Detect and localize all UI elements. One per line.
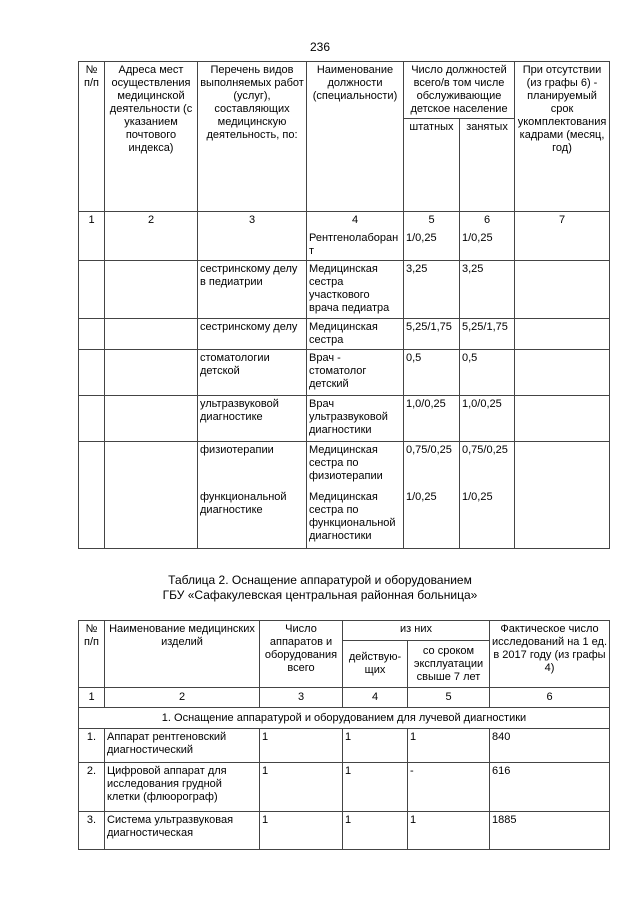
colnum: 4 (307, 212, 404, 230)
header-num: № п/п (79, 62, 105, 212)
header-planned: При отсутствии (из графы 6) - планируемый срок укомплектования кадрами (месяц, год) (515, 62, 610, 212)
occupied-cell: 1/0,25 (460, 230, 515, 261)
table-row (79, 396, 610, 442)
staff-cell: 0,75/0,25 (404, 442, 460, 489)
active-cell: 1 (343, 763, 408, 812)
table-row (79, 729, 610, 763)
item-name: Аппарат рентгеновский диагностический (105, 729, 260, 763)
colnum: 6 (460, 212, 515, 230)
table-row (79, 261, 610, 319)
header-occupied: занятых (460, 119, 515, 212)
colnum: 1 (79, 212, 105, 230)
header-total: Число аппаратов и оборудования всего (260, 621, 343, 688)
position-cell: Рентгенолаборант (307, 230, 404, 261)
occupied-cell: 5,25/1,75 (460, 319, 515, 350)
total-cell: 1 (260, 763, 343, 812)
colnum: 5 (408, 688, 490, 708)
active-cell: 1 (343, 812, 408, 850)
staff-cell: 1/0,25 (404, 230, 460, 261)
position-cell: Врач ультразвуковой диагностики (307, 396, 404, 442)
work-cell: физиотерапии (198, 442, 307, 489)
item-name: Цифровой аппарат для исследования грудной клетки (флюорограф) (105, 763, 260, 812)
position-cell: Медицинская сестра по функциональной диагностики (307, 489, 404, 549)
staffing-table (78, 61, 610, 549)
caption-line-2: ГБУ «Сафакулевская центральная районная больница» (162, 588, 478, 602)
row-num: 2. (79, 763, 105, 812)
old-cell: 1 (408, 729, 490, 763)
header-active: действую-щих (343, 641, 408, 688)
table-caption (0, 573, 640, 603)
header-name: Наименование медицинских изделий (105, 621, 260, 688)
work-cell: функциональной диагностике (198, 489, 307, 549)
column-numbers-row (79, 688, 610, 708)
header-address: Адреса мест осуществления медицинской деятельности (с указанием почтового индекса) (105, 62, 198, 212)
actual-cell: 1885 (490, 812, 610, 850)
staff-cell: 1,0/0,25 (404, 396, 460, 442)
table-row (79, 763, 610, 812)
column-numbers-row (79, 212, 610, 230)
total-cell: 1 (260, 812, 343, 850)
item-name: Система ультразвуковая диагностическая (105, 812, 260, 850)
occupied-cell: 1/0,25 (460, 489, 515, 549)
old-cell: 1 (408, 812, 490, 850)
caption-line-1: Таблица 2. Оснащение аппаратурой и оборудованием (168, 573, 472, 587)
colnum: 3 (198, 212, 307, 230)
staff-cell: 1/0,25 (404, 489, 460, 549)
position-cell: Врач - стоматолог детский (307, 350, 404, 396)
header-of-them: из них (343, 621, 490, 641)
table-row (79, 319, 610, 350)
staff-cell: 0,5 (404, 350, 460, 396)
colnum: 7 (515, 212, 610, 230)
table-row (79, 442, 610, 489)
page-number: 236 (309, 40, 331, 54)
header-staff: штатных (404, 119, 460, 212)
header-position: Наименование должности (специальности) (307, 62, 404, 212)
occupied-cell: 3,25 (460, 261, 515, 319)
header-count: Число должностей всего/в том числе обслуживающие детское население (404, 62, 515, 119)
header-num: № п/п (79, 621, 105, 688)
row-num: 1. (79, 729, 105, 763)
colnum: 2 (105, 212, 198, 230)
occupied-cell: 0,5 (460, 350, 515, 396)
section-title: 1. Оснащение аппаратурой и оборудованием для лучевой диагностики (79, 708, 610, 729)
colnum: 2 (105, 688, 260, 708)
colnum: 3 (260, 688, 343, 708)
colnum: 5 (404, 212, 460, 230)
staff-cell: 3,25 (404, 261, 460, 319)
work-cell: сестринскому делу (198, 319, 307, 350)
row-num: 3. (79, 812, 105, 850)
actual-cell: 616 (490, 763, 610, 812)
staff-cell: 5,25/1,75 (404, 319, 460, 350)
position-cell: Медицинская сестра участкового врача педиатра (307, 261, 404, 319)
table-row (79, 812, 610, 850)
header-actual: Фактическое число исследований на 1 ед. в 2017 году (из графы 4) (490, 621, 610, 688)
section-row (79, 708, 610, 729)
equipment-table (78, 620, 610, 850)
header-old: со сроком эксплуатации свыше 7 лет (408, 641, 490, 688)
position-cell: Медицинская сестра по физиотерапии (307, 442, 404, 489)
total-cell: 1 (260, 729, 343, 763)
occupied-cell: 0,75/0,25 (460, 442, 515, 489)
colnum: 1 (79, 688, 105, 708)
table-row (79, 350, 610, 396)
colnum: 6 (490, 688, 610, 708)
work-cell: стоматологии детской (198, 350, 307, 396)
work-cell (198, 230, 307, 261)
header-row (79, 621, 610, 641)
header-works: Перечень видов выполняемых работ (услуг), составляющих медицинскую деятельность, по: (198, 62, 307, 212)
actual-cell: 840 (490, 729, 610, 763)
position-cell: Медицинская сестра (307, 319, 404, 350)
table-row (79, 230, 610, 261)
colnum: 4 (343, 688, 408, 708)
work-cell: сестринскому делу в педиатрии (198, 261, 307, 319)
header-row (79, 62, 610, 119)
occupied-cell: 1,0/0,25 (460, 396, 515, 442)
table-row (79, 489, 610, 549)
active-cell: 1 (343, 729, 408, 763)
work-cell: ультразвуковой диагностике (198, 396, 307, 442)
old-cell: - (408, 763, 490, 812)
